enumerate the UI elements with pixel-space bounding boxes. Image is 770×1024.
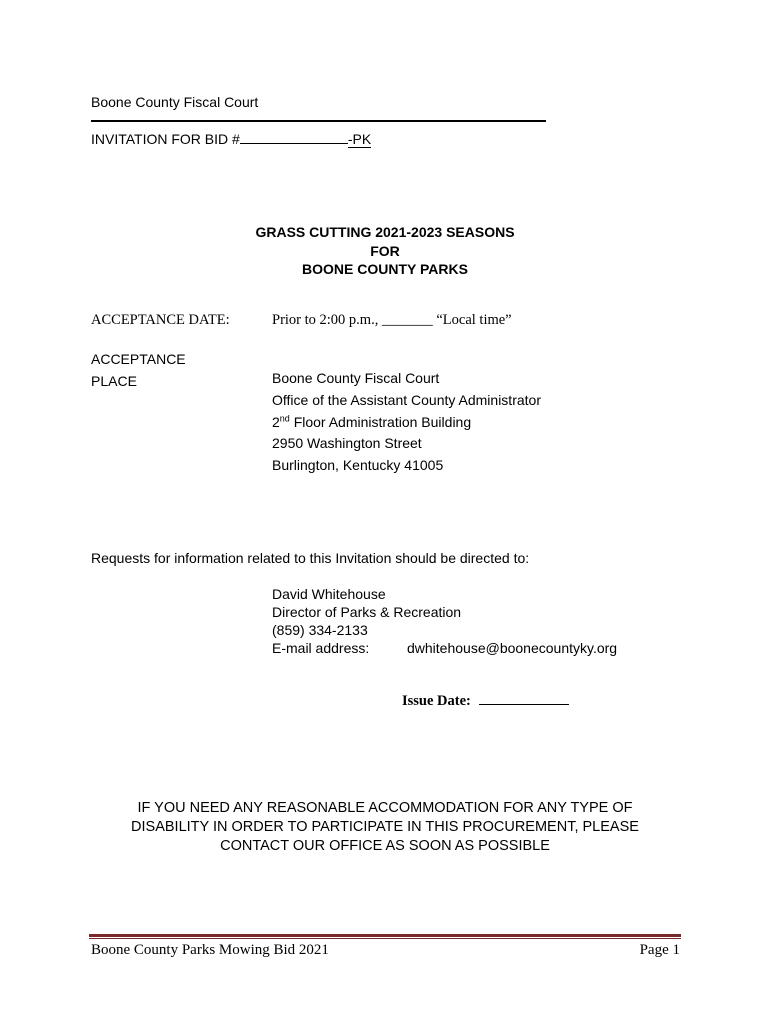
acceptance-date-prefix: Prior to 2:00 p.m., bbox=[272, 312, 379, 328]
footer-rule bbox=[89, 934, 681, 937]
contact-email-row bbox=[272, 639, 617, 657]
floor-building: Floor Administration Building bbox=[289, 413, 472, 430]
document-title bbox=[0, 223, 770, 279]
acceptance-date-suffix: “Local time” bbox=[436, 312, 512, 328]
accommodation-line-3: CONTACT OUR OFFICE AS SOON AS POSSIBLE bbox=[220, 838, 550, 854]
bid-number-blank bbox=[240, 143, 348, 144]
organization-name: Boone County Fiscal Court bbox=[91, 94, 259, 110]
acceptance-date-label: ACCEPTANCE DATE: bbox=[91, 312, 230, 328]
address-line-2: Office of the Assistant County Administrator bbox=[272, 391, 541, 408]
title-line-1: GRASS CUTTING 2021-2023 SEASONS bbox=[255, 224, 515, 240]
acceptance-place-label-line-1: ACCEPTANCE bbox=[91, 351, 186, 367]
acceptance-date-value bbox=[272, 312, 512, 329]
accommodation-line-1: IF YOU NEED ANY REASONABLE ACCOMMODATION FOR ANY TYPE OF bbox=[137, 800, 633, 816]
accommodation-line-2: DISABILITY IN ORDER TO PARTICIPATE IN THIS PROCUREMENT, PLEASE bbox=[131, 819, 639, 835]
address-line-3 bbox=[272, 412, 541, 434]
acceptance-address bbox=[272, 368, 541, 477]
footer-rule-thin bbox=[89, 938, 681, 939]
page-number: Page 1 bbox=[639, 942, 680, 958]
issue-date bbox=[402, 693, 569, 710]
acceptance-place-label-line-2: PLACE bbox=[91, 373, 137, 389]
header-rule bbox=[91, 120, 546, 122]
footer-title: Boone County Parks Mowing Bid 2021 bbox=[91, 942, 329, 958]
contact-email-link[interactable]: dwhitehouse@boonecountyky.org bbox=[407, 640, 618, 656]
bid-suffix: -PK bbox=[347, 131, 372, 147]
issue-date-label: Issue Date: bbox=[402, 693, 471, 709]
email-label: E-mail address: bbox=[272, 640, 370, 656]
accommodation-notice bbox=[0, 799, 770, 856]
requests-intro: Requests for information related to this Invitation should be directed to: bbox=[91, 550, 530, 566]
contact-role: Director of Parks & Recreation bbox=[272, 604, 462, 620]
floor-ordinal: nd bbox=[279, 412, 290, 423]
floor-number: 2 bbox=[272, 413, 280, 430]
address-line-5: Burlington, Kentucky 41005 bbox=[272, 457, 444, 474]
acceptance-date-blank: _______ bbox=[381, 312, 433, 328]
contact-name: David Whitehouse bbox=[272, 586, 386, 602]
contact-phone: (859) 334-2133 bbox=[272, 622, 368, 638]
bid-number-line bbox=[91, 131, 371, 147]
address-line-1: Boone County Fiscal Court bbox=[272, 370, 440, 386]
bid-prefix: INVITATION FOR BID # bbox=[91, 131, 240, 147]
acceptance-place-label bbox=[91, 348, 186, 392]
title-line-2: FOR bbox=[370, 242, 400, 259]
address-line-4: 2950 Washington Street bbox=[272, 435, 422, 452]
contact-block bbox=[272, 585, 617, 657]
issue-date-blank bbox=[479, 704, 569, 705]
title-line-3: BOONE COUNTY PARKS bbox=[302, 261, 468, 277]
